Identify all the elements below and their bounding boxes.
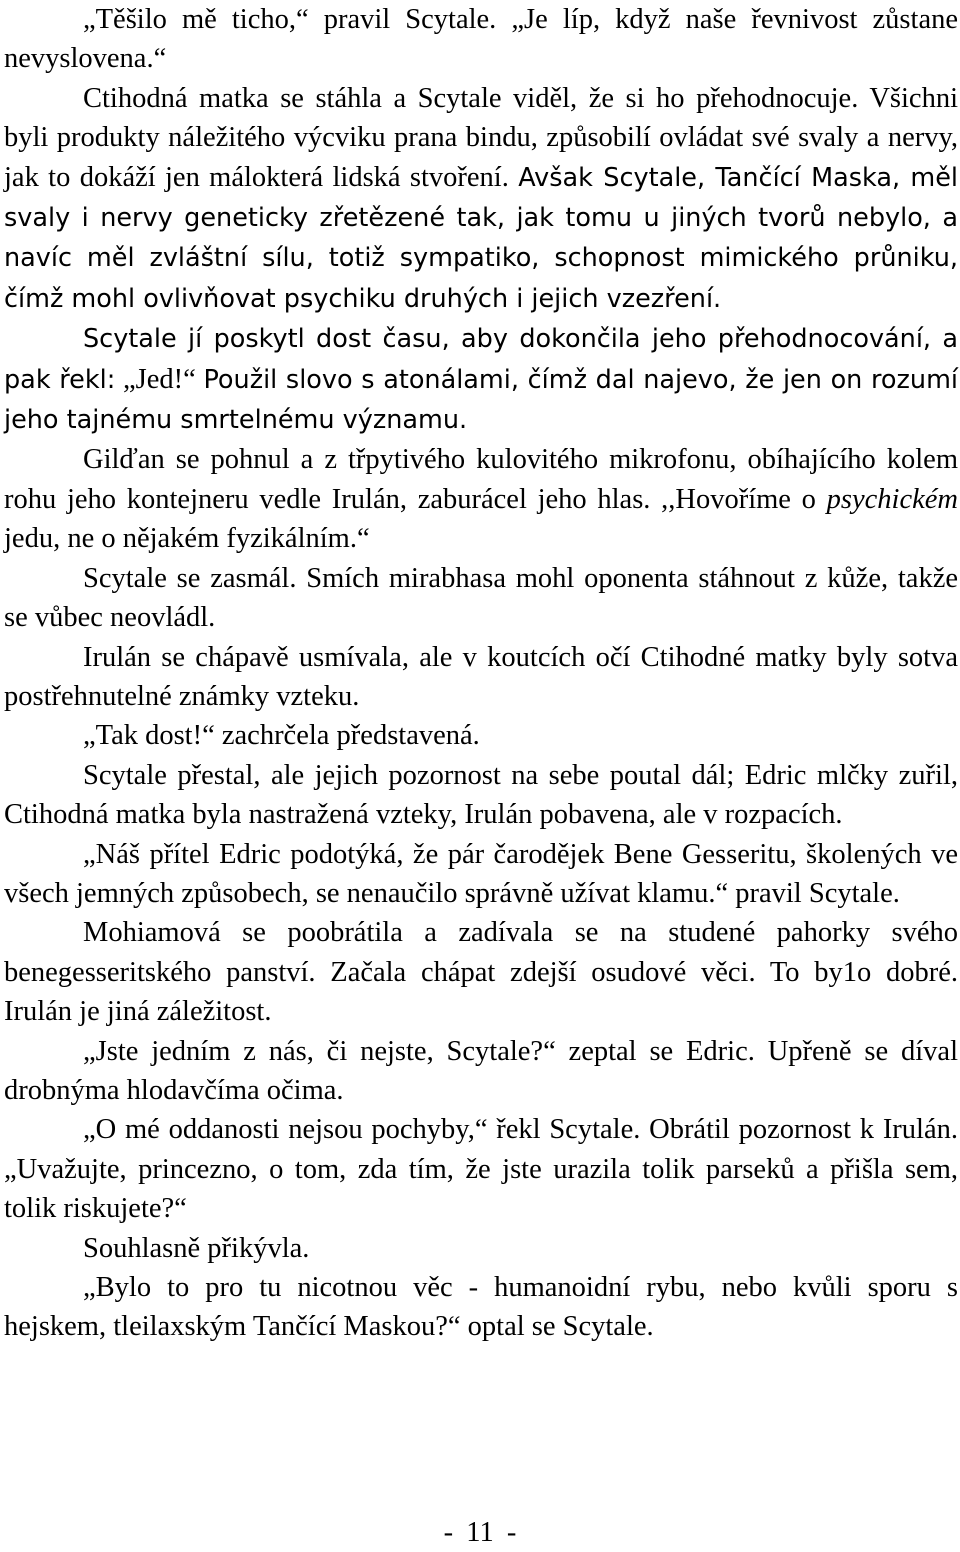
paragraph-2-serif-text: Ctihodná matka se stáhla a Scytale viděl, že si ho přehodnocuje. Všichni byli produkty náležitého výcviku prana bindu, způsobilí ovládat své svaly a nervy, jak to dokáží jen málokterá lidská stvoření. — [4, 82, 958, 193]
paragraph-11: „Jste jedním z nás, či nejste, Scytale?“ zeptal se Edric. Upřeně se díval drobnýma hlodavčíma očima. — [4, 1035, 958, 1106]
paragraph-13: Souhlasně přikývla. — [83, 1232, 310, 1264]
book-page — [4, 0, 958, 1347]
paragraph-7: „Tak dost!“ zachrčela představená. — [83, 720, 480, 752]
paragraph-1: „Těšilo mě ticho,“ pravil Scytale. „Je líp, když naše řevnivost zůstane nevyslovena.“ — [4, 4, 958, 75]
paragraph-3-quote: „Jed!“ — [115, 363, 204, 395]
page-number: - 11 - — [443, 1517, 517, 1548]
paragraph-2 — [4, 79, 958, 319]
paragraph-10: Mohiamová se poobrátila a zadívala se na studené pahorky svého benegesseritského panství. Začala chápat zdejší osudové věci. To by1o dobré. Irulán je jiná záležitost. — [4, 917, 958, 1028]
paragraph-3 — [4, 319, 958, 440]
paragraph-2-sans-text: Avšak Scytale, Tančící Maska, měl svaly i nervy geneticky zřetězené tak, jak tomu u jiných tvorů nebylo, a navíc měl zvláštní sílu, totiž sympatiko, schopnost mimického průniku, čímž mohl ovlivňovat psychiku druhých i jejich vzezření. — [4, 162, 959, 314]
paragraph-3-sans-lead: Scytale jí poskytl dost času, aby dokončila jeho přehodnocování, a pak řekl: — [4, 324, 958, 395]
paragraph-14: „Bylo to pro tu nicotnou věc - humanoidní rybu, nebo kvůli sporu s hejskem, tleilaxským Tančící Maskou?“ optal se Scytale. — [4, 1272, 958, 1343]
paragraph-12: „O mé oddanosti nejsou pochyby,“ řekl Scytale. Obrátil pozornost k Irulán. „Uvažujte, princezno, o tom, zda tím, že jste urazila tolik parseků a přišla sem, tolik riskujete?“ — [4, 1114, 958, 1225]
paragraph-4-after: jedu, ne o nějakém fyzikálním.“ — [4, 523, 370, 555]
paragraph-9: „Náš přítel Edric podotýká, že pár čarodějek Bene Gesseritu, školených ve všech jemných způsobech, se nenaučilo správně užívat klamu.“ pravil Scytale. — [4, 838, 958, 909]
paragraph-4-emphasis: psychickém — [826, 483, 958, 515]
paragraph-8: Scytale přestal, ale jejich pozornost na sebe poutal dál; Edric mlčky zuřil, Ctihodná matka byla nastražená vzteky, Irulán pobavena, ale v rozpacích. — [4, 759, 958, 831]
paragraph-5: Scytale se zasmál. Smích mirabhasa mohl oponenta stáhnout z kůže, takže se vůbec neovládl. — [4, 562, 958, 634]
paragraph-4-before: Gilďan se pohnul a z třpytivého kulovitého mikrofonu, obíhajícího kolem rohu jeho kontejneru vedle Irulán, zaburácel jeho hlas. ,,Hovoříme o — [4, 444, 958, 515]
paragraph-3-sans-tail: Použil slovo s atonálami, čímž dal najevo, že jen on rozumí jeho tajnému smrtelnému významu. — [4, 364, 958, 436]
paragraph-4 — [4, 440, 958, 558]
paragraph-6: Irulán se chápavě usmívala, ale v koutcích očí Ctihodné matky byly sotva postřehnutelné známky vzteku. — [4, 641, 958, 712]
